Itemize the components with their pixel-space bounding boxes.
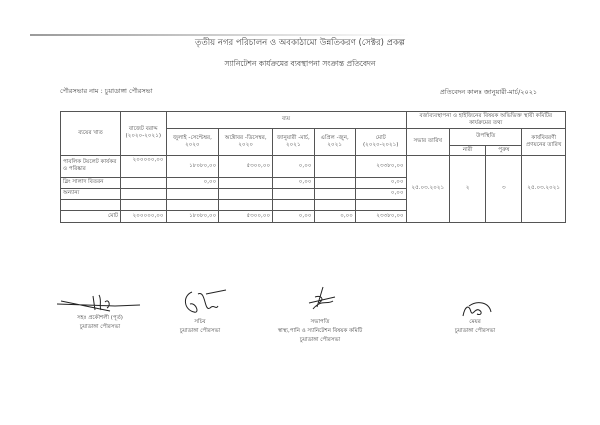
row-q3 [273, 188, 314, 199]
row-q4 [314, 199, 355, 210]
handwritten-signature-icon [455, 300, 495, 318]
row-head: অন্যান্য [61, 188, 121, 199]
row-budget: ২০০০০০,০০ [121, 155, 167, 177]
signature-title: সহঃ প্রকৌশলী (পূর্ত) [77, 315, 123, 321]
row-q2 [219, 199, 273, 210]
header-q2: অক্টোবর -ডিসেম্বর, ২০২০ [219, 128, 273, 155]
handwritten-signature-icon [170, 288, 230, 318]
signature-block-mayor [430, 300, 520, 336]
municipality-name: পৌরসভার নাম : চুয়াডাঙ্গা পৌরসভা [60, 87, 153, 95]
row-total [355, 199, 406, 210]
signature-org: চুয়াডাঙ্গা পৌরসভা [454, 328, 496, 334]
header-budget-allocation: বাজেট বরাদ্দ (২০২০-২০২১) [121, 112, 167, 156]
row-head: পাবলিক টয়লেট কার্যকর ও পরিষ্কার [61, 155, 121, 177]
signature-block-secretary [160, 288, 240, 336]
report-period: প্রতিবেদন কালঃ জানুয়ারী-মার্চ/২০২১ [440, 88, 538, 96]
row-budget [121, 199, 167, 210]
header-female: নারী [450, 145, 486, 155]
signature-block-chairman [265, 285, 375, 345]
signature-title: সভাপতি [310, 319, 330, 325]
row-head: ব্লিং সালাদ বিতরন [61, 177, 121, 188]
sanitation-report-table [60, 111, 566, 223]
header-expense-head: ব্যয়ের খাত [61, 112, 121, 156]
row-q1: ০,০০ [166, 177, 219, 188]
header-total: মোট (২০২০-২০২১) [355, 128, 406, 155]
header-committee-info: বর্জ্যব্যবস্থাপনা ও হাইজিনের বিষয়ক অভিভিক্ত স্থায়ী কমিটির কার্যক্রমের তথ্য [406, 112, 565, 129]
total-total: ২৩৩৮০,০০ [355, 210, 406, 222]
row-q4 [314, 177, 355, 188]
row-q1: ১৮০৮০,০০ [166, 155, 219, 177]
row-total: ২৩৩৮০,০০ [355, 155, 406, 177]
row-q3 [273, 199, 314, 210]
handwritten-signature-icon [55, 292, 145, 314]
row-q4 [314, 155, 355, 177]
committee-meeting-date: ২৫.০৩.২০২১ [406, 155, 449, 222]
row-q2 [219, 188, 273, 199]
row-q2: ৫৩০০,০০ [219, 155, 273, 177]
signature-title: মেয়র [469, 319, 481, 325]
signature-org: চুয়াডাঙ্গা পৌরসভা [299, 337, 341, 343]
header-attendance: উপস্থিতি [450, 128, 522, 145]
signature-committee: স্বাস্থ্য,পানি ও স্যানিটেশন বিষয়ক কমিটি [277, 328, 363, 334]
report-title: স্যানিটেশন কার্যক্রমের ব্যবস্থাপনা সংক্রান্ত প্রতিবেদন [224, 59, 376, 68]
row-budget [121, 188, 167, 199]
total-q1: ১৮০৮০,০০ [166, 210, 219, 222]
total-q4: ০,০০ [314, 210, 355, 222]
row-q1 [166, 199, 219, 210]
signature-title: সচিব [194, 319, 206, 325]
signature-org: চুয়াডাঙ্গা পৌরসভা [179, 328, 221, 334]
committee-female-count: ২ [450, 155, 486, 222]
header-q3: জানুয়ারী -মার্চ, ২০২১ [273, 128, 314, 155]
committee-minutes-date: ২৫.০৩.২০২১ [522, 155, 566, 222]
total-q3: ০,০০ [273, 210, 314, 222]
row-head [61, 199, 121, 210]
handwritten-signature-icon [295, 285, 345, 313]
total-budget: ২০০০০০,০০ [121, 210, 167, 222]
header-minutes-date: কার্যবিবরণী প্রণয়নের তারিখ [522, 128, 566, 155]
row-q3: ০,০০ [273, 155, 314, 177]
row-budget [121, 177, 167, 188]
signature-block-assistant-engineer [55, 292, 145, 332]
row-q3: ০,০০ [273, 177, 314, 188]
row-q1 [166, 188, 219, 199]
row-total: ০,০০ [355, 177, 406, 188]
header-expenditure: ব্যয় [166, 112, 406, 129]
header-q4: এপ্রিল -জুন, ২০২১ [314, 128, 355, 155]
row-q4 [314, 188, 355, 199]
table-row [61, 155, 566, 177]
total-label: মোট [61, 210, 121, 222]
header-male: পুরুষ [486, 145, 522, 155]
committee-male-count: ৩ [486, 155, 522, 222]
header-meeting-date: সভার তারিখ [406, 128, 449, 155]
row-total: ০,০০ [355, 188, 406, 199]
project-title: তৃতীয় নগর পরিচালন ও অবকাঠামো উন্নতিকরণ (সেক্টর) প্রকল্প [194, 38, 406, 48]
signature-org: চুয়াডাঙ্গা পৌরসভা [79, 324, 121, 330]
header-q1: জুলাই -সেপ্টেম্বর, ২০২০ [166, 128, 219, 155]
total-q2: ৫৩০০,০০ [219, 210, 273, 222]
row-q2 [219, 177, 273, 188]
